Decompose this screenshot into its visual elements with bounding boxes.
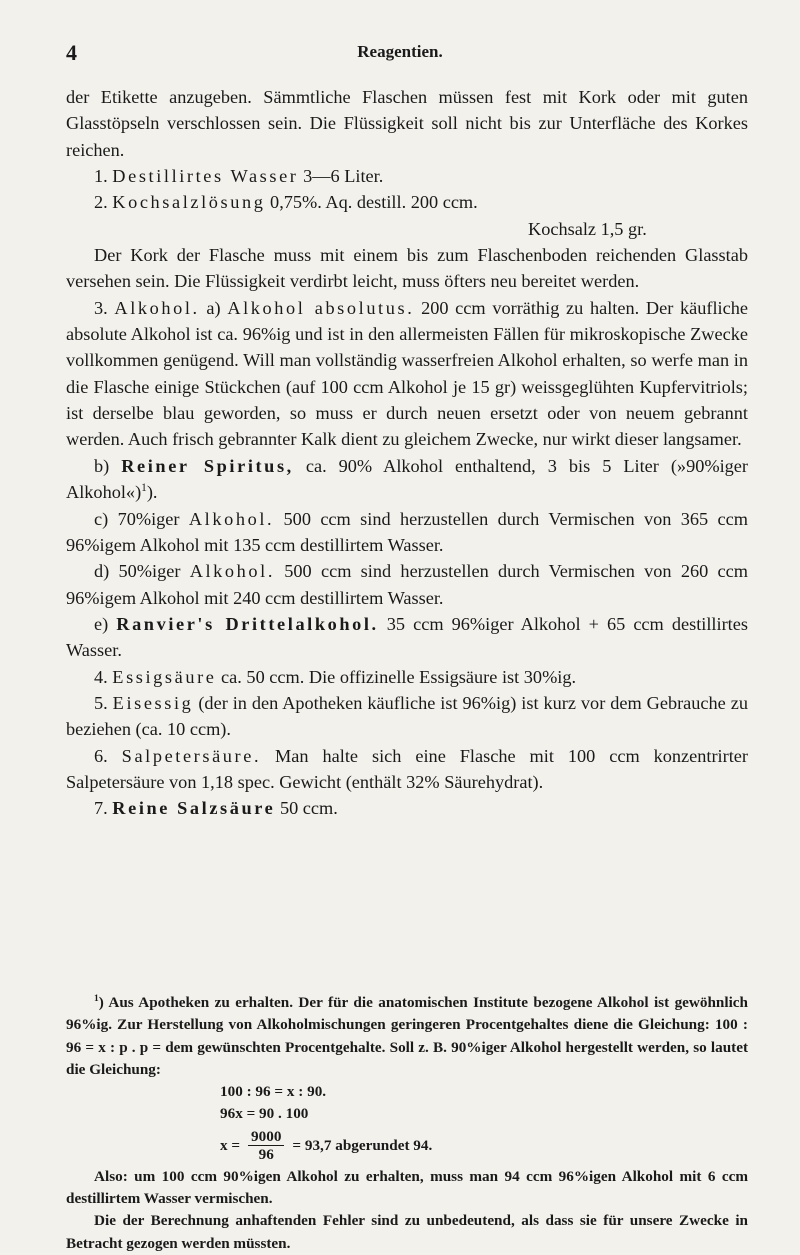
equation-3-lhs: x =: [220, 1136, 241, 1154]
item-6-name: Salpetersäure.: [121, 745, 262, 766]
item-3c-label: c) 70%iger: [94, 508, 189, 529]
equation-3: [66, 1126, 748, 1166]
item-4-text: ca. 50 ccm. Die offizinelle Essigsäure ist 30%ig.: [216, 666, 577, 687]
page-number: 4: [66, 40, 77, 65]
item-2-name: Kochsalzlösung: [112, 192, 266, 213]
item-2-line-2: Kochsalz 1,5 gr.: [528, 218, 647, 239]
item-3e: [66, 611, 748, 664]
item-1: [66, 163, 748, 189]
cork-paragraph: Der Kork der Flasche muss mit einem bis zum Flaschenboden reichenden Glasstab versehen sein. Die Flüssigkeit verdirbt leicht, muss öfters neu bereitet werden.: [66, 245, 748, 292]
equation-3-rhs: = 93,7 abgerundet 94.: [292, 1136, 433, 1154]
running-head: Reagentien.: [357, 42, 443, 61]
item-7-name: Reine Salzsäure: [112, 798, 276, 819]
item-3b: [66, 453, 748, 506]
main-text: [66, 84, 748, 822]
equation-1: 100 : 96 = x : 90.: [220, 1083, 327, 1101]
item-5: [66, 690, 748, 743]
item-5-name: Eisessig: [112, 692, 194, 713]
footnote-marker: 1: [94, 993, 99, 1004]
item-1-name: Destillirtes Wasser: [112, 166, 299, 187]
fraction-numerator: 9000: [248, 1128, 284, 1146]
item-3d-text: 500 ccm sind herzustellen durch Vermischen von 260 ccm 96%igem Alkohol mit 240 ccm destillirtem Wasser.: [66, 561, 748, 608]
item-3d-name: Alkohol.: [189, 561, 275, 582]
item-2: [66, 189, 748, 215]
item-4-name: Essigsäure: [112, 666, 217, 687]
footnote-conclusion: Also: um 100 ccm 90%igen Alkohol zu erhalten, muss man 94 ccm 96%igen Alkohol mit 6 ccm destillirtem Wasser vermischen.: [66, 1167, 748, 1208]
item-3a: [66, 295, 748, 453]
item-3e-label: e): [94, 613, 117, 634]
item-3d-label: d) 50%iger: [94, 561, 190, 582]
item-6-text: Man halte sich eine Flasche mit 100 ccm konzentrirter Salpetersäure von 1,18 spec. Gewicht (enthält 32% Säurehydrat).: [66, 745, 749, 792]
item-2-text: 0,75%. Aq. destill. 200 ccm.: [265, 192, 478, 213]
fraction: [248, 1128, 284, 1163]
item-1-number: 1.: [94, 166, 108, 187]
fraction-denominator: 96: [258, 1146, 274, 1164]
item-3c-text: 500 ccm sind herzustellen durch Vermischen von 365 ccm 96%igem Alkohol mit 135 ccm destillirtem Wasser.: [66, 508, 748, 555]
page-header: [66, 40, 734, 70]
item-5-text: (der in den Apotheken käufliche ist 96%ig) ist kurz vor dem Gebrauche zu beziehen (ca. 10 ccm).: [66, 692, 748, 740]
item-3b-name: Reiner Spiritus,: [121, 455, 294, 476]
item-3d: [66, 558, 748, 611]
item-4: [66, 664, 748, 690]
item-3b-label: b): [94, 455, 122, 476]
item-1-text: 3—6 Liter.: [298, 166, 384, 187]
item-6-number: 6.: [94, 745, 108, 766]
item-3-number: 3.: [94, 297, 108, 318]
footnote-error-note: Die der Berechnung anhaftenden Fehler sind zu unbedeutend, als dass sie für unsere Zwecke in Betracht gezogen werden müssten.: [66, 1212, 748, 1252]
item-3c: [66, 506, 748, 559]
item-7-number: 7.: [94, 798, 108, 819]
item-3e-name: Ranvier's Drittelalkohol.: [116, 613, 379, 634]
item-7-text: 50 ccm.: [275, 798, 338, 819]
item-3e-text: 35 ccm 96%iger Alkohol + 65 ccm destillirtes Wasser.: [66, 613, 748, 661]
footnote-text: [66, 992, 748, 1081]
item-2-number: 2.: [94, 192, 108, 213]
item-5-number: 5.: [94, 692, 108, 713]
item-3b-end: ).: [146, 482, 158, 503]
item-3a-label: a): [199, 297, 228, 318]
footnote-reference: 1: [141, 482, 147, 495]
footnote-body: ) Aus Apotheken zu erhalten. Der für die anatomischen Institute bezogene Alkohol ist gewöhnlich 96%ig. Zur Herstellung von Alkoholmischungen geringeren Procentgehaltes diene die Gleichung: 100 : 96 = x : p . p = dem gewünschten Procentgehalte. Soll z. B. 90%iger Alkohol hergestellt werden, so lautet die Gleichung:: [66, 994, 748, 1078]
item-4-number: 4.: [94, 666, 108, 687]
item-7: [66, 795, 748, 821]
equation-2: 96x = 90 . 100: [220, 1105, 309, 1123]
item-3b-text: ca. 90% Alkohol enthaltend, 3 bis 5 Liter (»90%iger Alkohol«): [66, 455, 748, 503]
item-3a-name: Alkohol absolutus.: [227, 297, 415, 318]
item-3-name: Alkohol.: [114, 297, 200, 318]
item-3a-text: 200 ccm vorräthig zu halten. Der käufliche absolute Alkohol ist ca. 96%ig und ist in den allermeisten Fällen für mikroskopische Zwecke vollkommen genügend. Will man vollständig wasserfreien Alkohol erhalten, so werfe man in die Flasche einige Stückchen (auf 100 ccm Alkohol je 15 gr) weissgeglühten Kupfervitriols; ist derselbe blau geworden, so muss er durch neuen ersetzt oder von neuem gebrannt werden. Auch frisch gebrannter Kalk dient zu gleichem Zwecke, nur wirkt dieser langsamer.: [66, 297, 749, 450]
item-3c-name: Alkohol.: [188, 508, 275, 529]
footnote: [66, 992, 748, 1255]
item-6: [66, 743, 748, 796]
intro-paragraph: der Etikette anzugeben. Sämmtliche Flaschen müssen fest mit Kork oder mit guten Glasstöpseln verschlossen sein. Die Flüssigkeit soll nicht bis zur Unterfläche des Korkes reichen.: [66, 87, 748, 160]
